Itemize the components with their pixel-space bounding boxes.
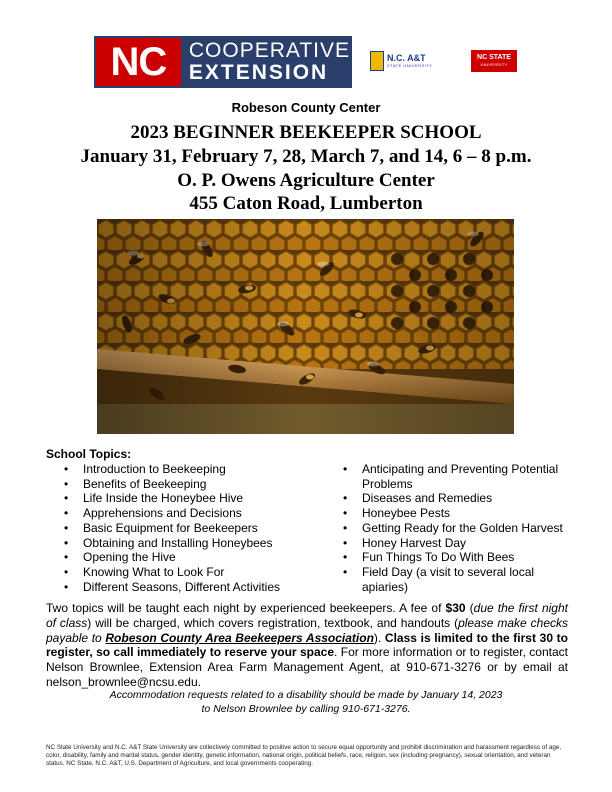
ncat-logo-name: N.C. A&T [387, 53, 426, 63]
ncstate-logo [471, 50, 517, 72]
topic-item: • Diseases and Remedies [343, 491, 583, 506]
county-center-name: Robeson County Center [231, 100, 381, 115]
ncat-logo [370, 50, 440, 72]
ncstate-logo-subtitle: UNIVERSITY [480, 62, 508, 67]
fee-note: due the first night of class [46, 601, 568, 630]
topic-item: • Honeybee Pests [343, 506, 583, 521]
logo-line-extension: EXTENSION [188, 61, 329, 84]
honeybee-comb-photo [97, 219, 514, 434]
topic-item: • Field Day (a visit to several local apiaries) [343, 565, 583, 594]
registration-details [46, 601, 568, 690]
equal-opportunity-disclaimer: NC State University and N.C. A&T State University are collectively committed to positive action to secure equal opportunity and prohibit discrimination and harassment regardless of age, color, disability, family and marital status, gender identity, genetic information, national origin, political beliefs, race, religion, sex (including pregnancy), sexual orientation, and veteran status. NC State, N.C. A&T, U.S. Department of Agriculture, and local governments cooperating. [46, 744, 562, 768]
topic-item: • Different Seasons, Different Activities [64, 580, 324, 595]
para-text: ( [465, 601, 474, 615]
ncstate-logo-name: NC STATE [477, 54, 511, 61]
ncat-logo-subtitle: STATE UNIVERSITY [387, 63, 433, 68]
payee-name: Robeson County Area Beekeepers Association [105, 630, 374, 645]
topic-item: • Opening the Hive [64, 550, 324, 565]
nc-logo-mark: NC [96, 38, 181, 86]
topic-item: • Knowing What to Look For [64, 565, 324, 580]
topic-item: • Obtaining and Installing Honeybees [64, 536, 324, 551]
topic-item: • Anticipating and Preventing Potential Problems [343, 462, 583, 491]
extension-wordmark [181, 38, 350, 86]
school-topics-heading: School Topics: [46, 447, 132, 461]
topic-item: • Basic Equipment for Beekeepers [64, 521, 324, 536]
topic-item: • Apprehensions and Decisions [64, 506, 324, 521]
topic-item: • Life Inside the Honeybee Hive [64, 491, 324, 506]
school-address: 455 Caton Road, Lumberton [189, 193, 423, 214]
topic-item: • Benefits of Beekeeping [64, 477, 324, 492]
topic-item: • Introduction to Beekeeping [64, 462, 324, 477]
class-limit-notice: Class is limited to the first 30 to register, so call immediately to reserve your space [46, 630, 568, 660]
topic-item: • Getting Ready for the Golden Harvest [343, 521, 583, 536]
fee-amount: $30 [445, 601, 466, 615]
school-venue: O. P. Owens Agriculture Center [177, 170, 435, 191]
school-dates: January 31, February 7, 28, March 7, and 14, 6 – 8 p.m. [80, 146, 532, 167]
nc-cooperative-extension-logo [94, 36, 352, 88]
accommodation-line-2: to Nelson Brownlee by calling 910-671-3276. [201, 703, 411, 715]
topic-item: • Honey Harvest Day [343, 536, 583, 551]
topics-list-right [343, 462, 583, 594]
accommodation-note [0, 688, 612, 716]
checks-note: please make checks payable to [46, 615, 568, 645]
accommodation-line-1: Accommodation requests related to a disability should be made by January 14, 2023 [109, 689, 503, 701]
para-text: . For more information or to register, contact Nelson Brownlee, Extension Area Farm Management Agent, at 910-671-3276 or by email at nelson_brownlee@ncsu.edu. [46, 645, 568, 689]
logo-line-cooperative: COOPERATIVE [188, 39, 350, 62]
school-title: 2023 BEGINNER BEEKEEPER SCHOOL [130, 122, 482, 143]
para-text: ). [373, 630, 385, 645]
topics-list-left [64, 462, 324, 594]
para-text: ) will be charged, which covers registration, textbook, and handouts ( [87, 615, 459, 630]
aggie-emblem-icon [370, 51, 384, 71]
para-text: Two topics will be taught each night by experienced beekeepers. A fee of [46, 601, 446, 615]
topic-item: • Fun Things To Do With Bees [343, 550, 583, 565]
